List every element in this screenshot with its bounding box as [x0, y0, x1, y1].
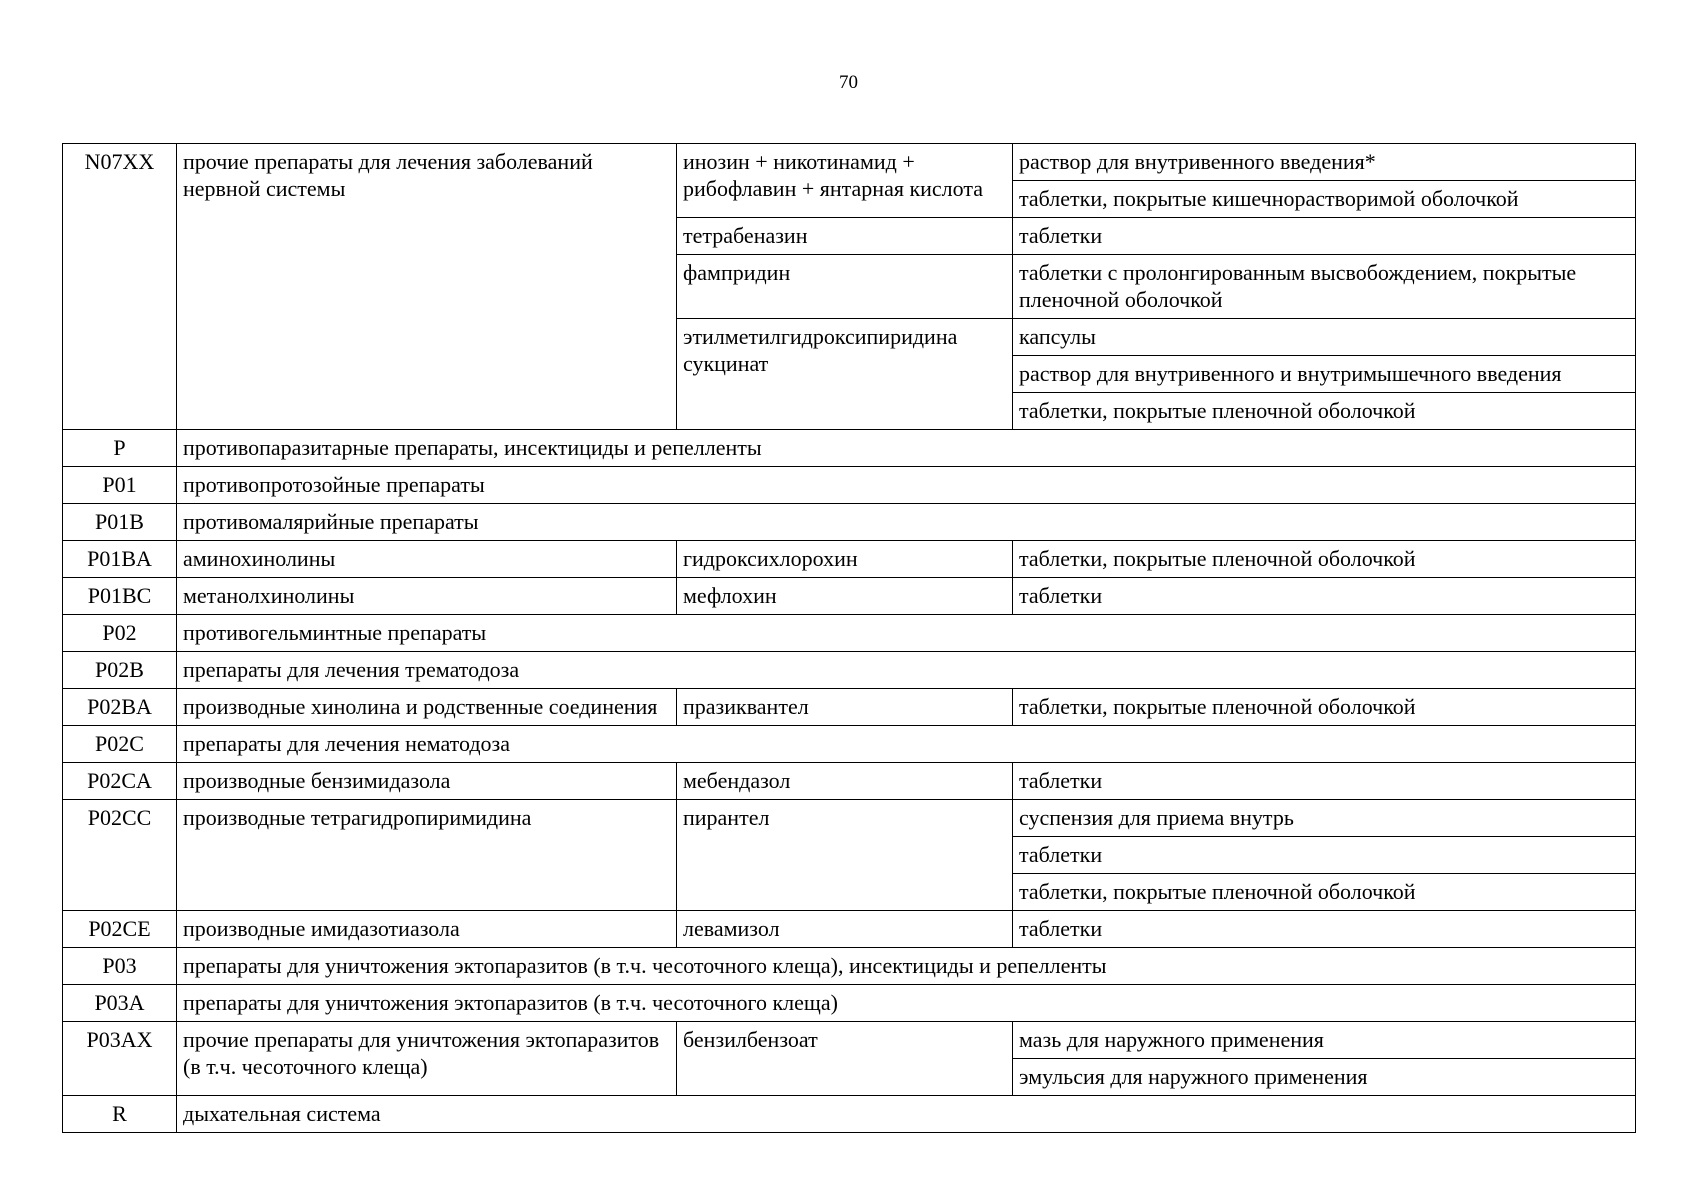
atc-code-cell: P02CE: [63, 911, 177, 948]
drug-table: [62, 143, 1636, 1133]
atc-code-cell: P02CA: [63, 763, 177, 800]
atc-code-cell: P03: [63, 948, 177, 985]
atc-group-cell: производные бензимидазола: [177, 763, 677, 800]
drug-name-cell: гидроксихлорохин: [677, 541, 1013, 578]
table-row: [63, 948, 1636, 985]
dosage-form-cell: таблетки, покрытые пленочной оболочкой: [1013, 874, 1636, 911]
dosage-form-cell: таблетки: [1013, 578, 1636, 615]
drug-name-cell: фампридин: [677, 255, 1013, 319]
drug-name-cell: левамизол: [677, 911, 1013, 948]
drug-name-cell: этилметилгидроксипиридина сукцинат: [677, 319, 1013, 430]
atc-code-cell: P01: [63, 467, 177, 504]
atc-code-cell: P: [63, 430, 177, 467]
drug-name-cell: мебендазол: [677, 763, 1013, 800]
drug-name-cell: празиквантел: [677, 689, 1013, 726]
atc-code-cell: P02C: [63, 726, 177, 763]
table-row: [63, 504, 1636, 541]
table-row: [63, 763, 1636, 800]
atc-code-cell: R: [63, 1096, 177, 1133]
atc-group-cell: дыхательная система: [177, 1096, 1636, 1133]
atc-code-cell: P02CC: [63, 800, 177, 911]
dosage-form-cell: эмульсия для наружного применения: [1013, 1059, 1636, 1096]
table-row: [63, 1022, 1636, 1059]
atc-code-cell: P02B: [63, 652, 177, 689]
drug-name-cell: пирантел: [677, 800, 1013, 911]
table-row: [63, 911, 1636, 948]
atc-group-cell: производные имидазотиазола: [177, 911, 677, 948]
dosage-form-cell: таблетки, покрытые кишечнорастворимой оболочкой: [1013, 181, 1636, 218]
atc-group-cell: метанолхинолины: [177, 578, 677, 615]
page-number: 70: [839, 72, 858, 93]
dosage-form-cell: таблетки, покрытые пленочной оболочкой: [1013, 541, 1636, 578]
atc-code-cell: P03AX: [63, 1022, 177, 1096]
drug-name-cell: мефлохин: [677, 578, 1013, 615]
dosage-form-cell: суспензия для приема внутрь: [1013, 800, 1636, 837]
table-row: [63, 652, 1636, 689]
atc-group-cell: прочие препараты для уничтожения эктопаразитов (в т.ч. чесоточного клеща): [177, 1022, 677, 1096]
dosage-form-cell: капсулы: [1013, 319, 1636, 356]
atc-group-cell: противопротозойные препараты: [177, 467, 1636, 504]
table-row: [63, 615, 1636, 652]
table-row: [63, 467, 1636, 504]
dosage-form-cell: таблетки: [1013, 218, 1636, 255]
table-row: [63, 430, 1636, 467]
dosage-form-cell: мазь для наружного применения: [1013, 1022, 1636, 1059]
atc-code-cell: P03A: [63, 985, 177, 1022]
atc-group-cell: производные тетрагидропиримидина: [177, 800, 677, 911]
dosage-form-cell: таблетки: [1013, 763, 1636, 800]
table-row: [63, 726, 1636, 763]
atc-group-cell: препараты для лечения трематодоза: [177, 652, 1636, 689]
table-row: [63, 144, 1636, 181]
table-row: [63, 800, 1636, 837]
atc-group-cell: препараты для уничтожения эктопаразитов (в т.ч. чесоточного клеща): [177, 985, 1636, 1022]
atc-group-cell: препараты для уничтожения эктопаразитов (в т.ч. чесоточного клеща), инсектициды и репелленты: [177, 948, 1636, 985]
dosage-form-cell: таблетки, покрытые пленочной оболочкой: [1013, 393, 1636, 430]
drug-name-cell: инозин + никотинамид + рибофлавин + янтарная кислота: [677, 144, 1013, 218]
atc-group-cell: препараты для лечения нематодоза: [177, 726, 1636, 763]
dosage-form-cell: раствор для внутривенного введения*: [1013, 144, 1636, 181]
table-row: [63, 578, 1636, 615]
atc-code-cell: P02: [63, 615, 177, 652]
dosage-form-cell: таблетки: [1013, 837, 1636, 874]
table-row: [63, 985, 1636, 1022]
atc-group-cell: противомалярийные препараты: [177, 504, 1636, 541]
dosage-form-cell: таблетки с пролонгированным высвобождением, покрытые пленочной оболочкой: [1013, 255, 1636, 319]
atc-group-cell: противогельминтные препараты: [177, 615, 1636, 652]
atc-group-cell: прочие препараты для лечения заболеваний нервной системы: [177, 144, 677, 430]
dosage-form-cell: раствор для внутривенного и внутримышечного введения: [1013, 356, 1636, 393]
dosage-form-cell: таблетки: [1013, 911, 1636, 948]
table-row: [63, 1096, 1636, 1133]
drug-name-cell: бензилбензоат: [677, 1022, 1013, 1096]
drug-name-cell: тетрабеназин: [677, 218, 1013, 255]
table-row: [63, 541, 1636, 578]
atc-group-cell: аминохинолины: [177, 541, 677, 578]
atc-code-cell: P01BA: [63, 541, 177, 578]
atc-group-cell: противопаразитарные препараты, инсектициды и репелленты: [177, 430, 1636, 467]
atc-code-cell: N07XX: [63, 144, 177, 430]
table-row: [63, 689, 1636, 726]
atc-code-cell: P01B: [63, 504, 177, 541]
dosage-form-cell: таблетки, покрытые пленочной оболочкой: [1013, 689, 1636, 726]
atc-code-cell: P02BA: [63, 689, 177, 726]
atc-code-cell: P01BC: [63, 578, 177, 615]
atc-group-cell: производные хинолина и родственные соединения: [177, 689, 677, 726]
